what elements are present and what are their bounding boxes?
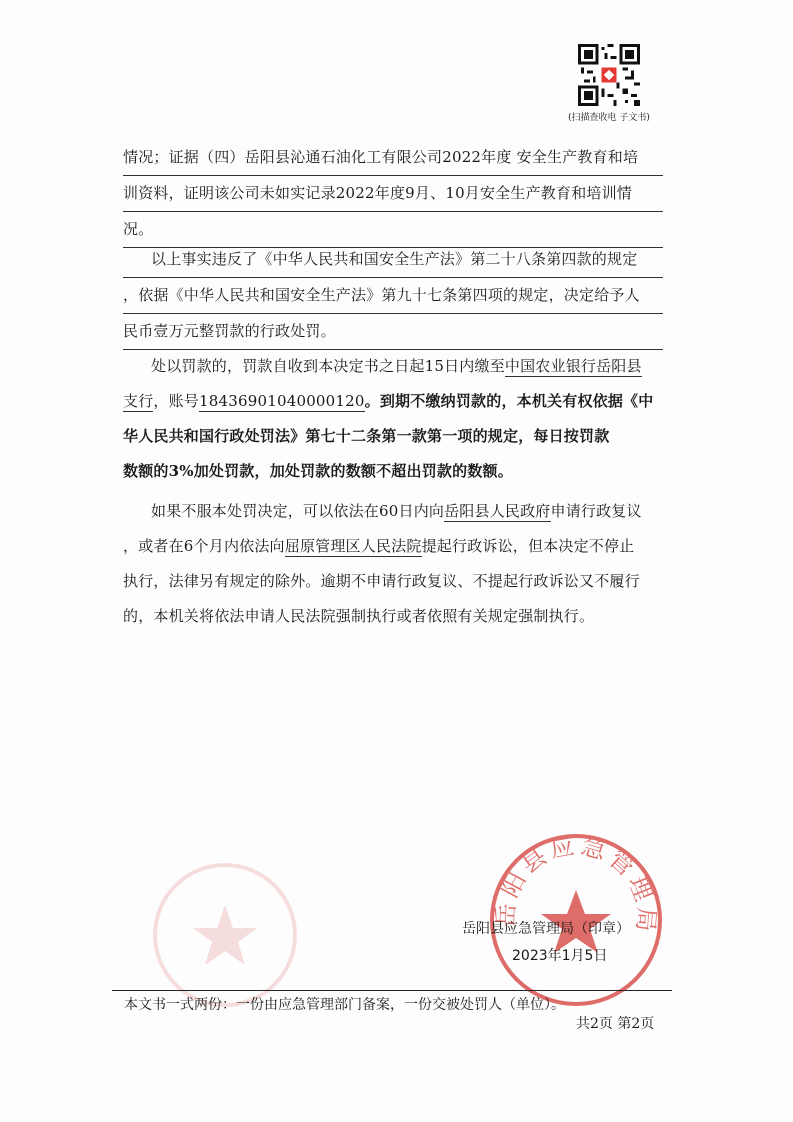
text-span: 提起行政诉讼，但本决定不停止 [421, 537, 635, 555]
government-name: 岳阳县人民政府 [444, 502, 551, 520]
text-line [123, 384, 663, 419]
qr-code-icon [578, 44, 640, 106]
text-line [123, 349, 663, 384]
bank-name: 中国农业银行岳阳县 [504, 357, 642, 375]
text-line: 训资料，证明该公司未如实记录2022年度9月、10月安全生产教育和培训情 [123, 176, 663, 212]
footer-note: 本文书一式两份：一份由应急管理部门备案，一份交被处罚人（单位）。 [124, 997, 565, 1013]
text-line: 的，本机关将依法申请人民法院强制执行或者依照有关规定强制执行。 [123, 607, 595, 625]
text-line [123, 529, 663, 564]
text-span: ，账号 [153, 392, 200, 410]
text-line: ，依据《中华人民共和国安全生产法》第九十七条第四项的规定，决定给予人 [123, 278, 663, 314]
appeal-paragraph [123, 494, 663, 634]
bank-name-suffix: 支行 [123, 392, 154, 410]
payment-paragraph [123, 349, 663, 489]
text-span: 申请行政复议 [550, 502, 642, 520]
text-span: 。到期不缴纳罚款的，本机关有权依据《中 [364, 392, 654, 410]
svg-text:岳阳县应急管理局: 岳阳县应急管理局 [491, 832, 661, 937]
page-number: 共2页 第2页 [576, 1016, 655, 1032]
text-line: 执行，法律另有规定的除外。逾期不申请行政复议、不提起行政诉讼又不履行 [123, 572, 640, 590]
text-line: 情况；证据（四）岳阳县沁通石油化工有限公司2022年度 安全生产教育和培 [123, 140, 663, 176]
text-span: 如果不服本处罚决定，可以依法在60日内向 [151, 502, 445, 520]
qr-caption: (扫描查收电 子文书) [568, 113, 650, 123]
text-span: 处以罚款的，罚款自收到本决定书之日起15日内缴至 [151, 357, 505, 375]
faint-seal-image [150, 860, 300, 1010]
qr-block [566, 44, 652, 123]
violation-paragraph [123, 242, 663, 350]
evidence-paragraph [123, 140, 663, 248]
footer-divider [112, 990, 672, 991]
text-line: 以上事实违反了《中华人民共和国安全生产法》第二十八条第四款的规定 [123, 242, 663, 278]
text-line: 民币壹万元整罚款的行政处罚。 [123, 314, 663, 350]
text-line: 华人民共和国行政处罚法》第七十二条第一款第一项的规定，每日按罚款 [123, 427, 610, 445]
account-number: 18436901040000120 [199, 392, 365, 410]
text-line [123, 494, 663, 529]
issue-date: 2023年1月5日 [512, 948, 608, 964]
text-span: ，或者在6个月内依法向 [123, 537, 285, 555]
court-name: 屈原管理区人民法院 [284, 537, 422, 555]
text-line: 数额的3%加处罚款，加处罚款的数额不超出罚款的数额。 [123, 462, 513, 480]
text-line: 况。 [123, 212, 663, 248]
issuing-authority: 岳阳县应急管理局（印章） [462, 921, 630, 937]
